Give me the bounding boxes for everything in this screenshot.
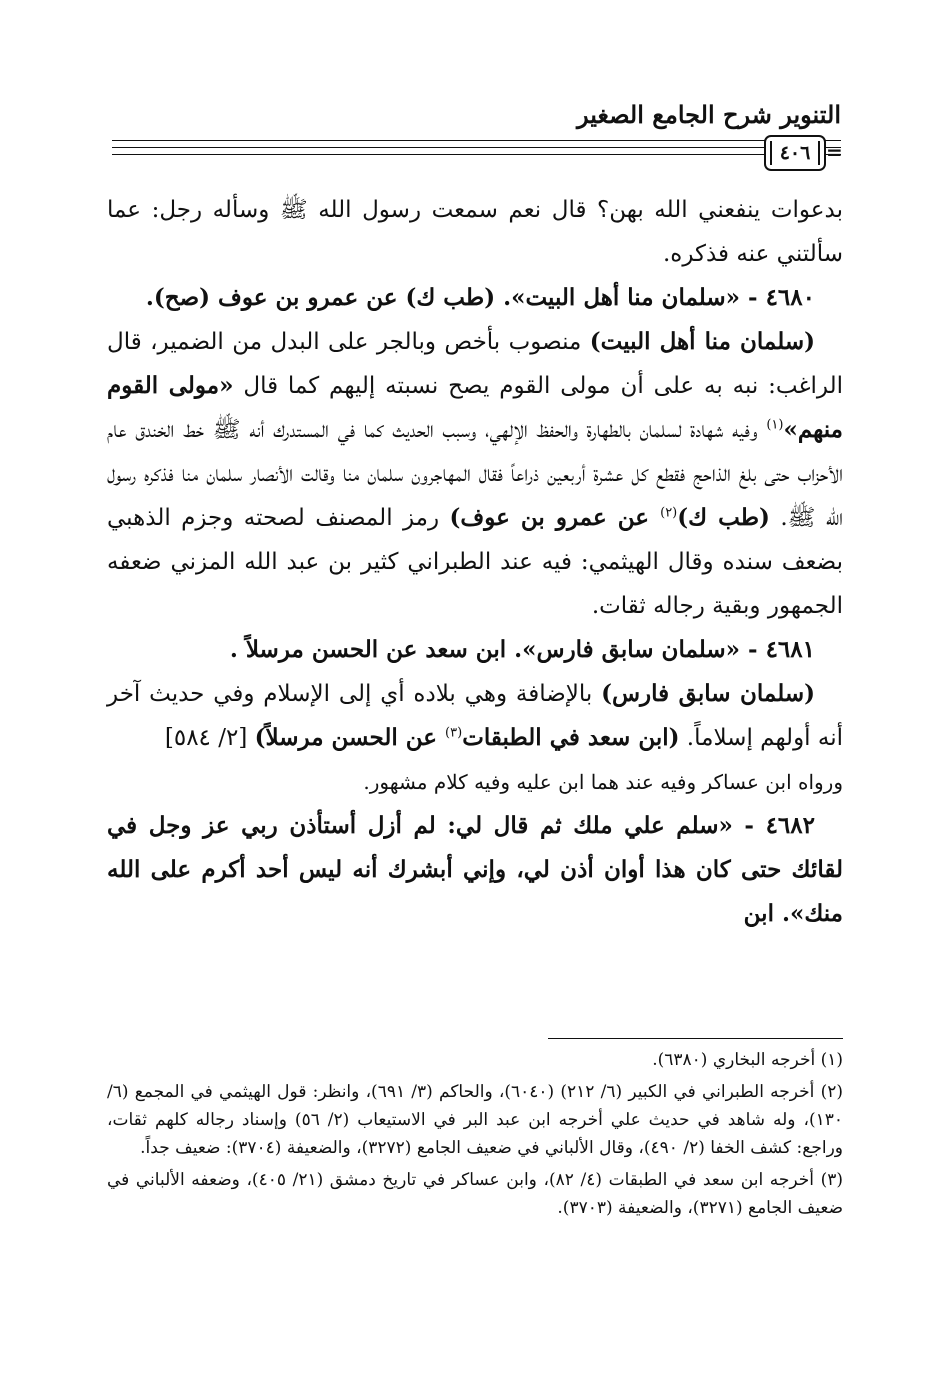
footnote-ref[interactable]: (١) — [766, 417, 784, 433]
running-header-title: التنوير شرح الجامع الصغير — [577, 100, 841, 129]
quoted-phrase: «مولى القوم منهم» — [107, 372, 843, 443]
footnote-1: (١) أخرجه البخاري (٦٣٨٠). — [652, 1050, 843, 1070]
text-run: منصوب بأخص وبالجر على البدل من الضمير، قال الراغب: نبه به على أن مولى القوم يصح نسبته إليهم كما قال — [107, 329, 844, 399]
quoted-phrase: (سلمان منا أهل البيت) — [589, 328, 816, 355]
commentary-paragraph — [107, 320, 843, 628]
quoted-phrase: (طب ك) — [677, 504, 770, 531]
volume-page-ref: [٢/ ٥٨٤] — [164, 725, 255, 751]
header-rule — [112, 147, 841, 148]
text-run: وفيه شهادة لسلمان بالطهارة والحفظ الإلهي، وسبب الحديث كما في المستدرك أنه ﷺ خط الخندق عام الأحزاب حتى بلغ الذاحج فقطع كل عشرة أربعين ذراعاً فقال المهاجرون سلمان منا وقالت الأنصار سلمان منا فذكره رسول الله ﷺ. — [107, 417, 844, 531]
hadith-number: ٤٦٨١ - — [740, 636, 815, 663]
footnote-2: (٢) أخرجه الطبراني في الكبير (٦/ ٢١٢) (٦٠٤٠)، والحاكم (٣/ ٦٩١)، وانظر: قول الهيثمي في المجمع (٦/ ١٣٠)، وله شاهد في حديث علي أخرجه ابن عبد البر في الاستيعاب (٢/ ٥٦) وإسناد رجاله كلهم ثقات، وراجع: كشف الخفا (٢/ ٤٩٠)، وقال الألباني في ضعيف الجامع (٣٢٧٢)، والضعيفة (٣٧٠٤): ضعيف جداً. — [107, 1082, 843, 1158]
main-text — [107, 188, 843, 936]
hadith-number: ٤٦٨٠ - — [740, 284, 815, 311]
header-rule — [112, 140, 841, 141]
page-number: ٤٠٦ — [764, 135, 826, 171]
text-run: ورواه ابن عساكر وفيه عند هما ابن عليه وفيه كلام مشهور. — [363, 770, 843, 794]
text-run: بدعوات ينفعني الله بهن؟ قال نعم سمعت رسول الله ﷺ وسأله رجل: عما سألتني عنه فذكره. — [107, 197, 843, 267]
hadith-number: ٤٦٨٢ - — [732, 812, 815, 839]
quoted-phrase: (سلمان سابق فارس) — [601, 680, 815, 707]
text-run: رمز المصنف لصحته وجزم الذهبي بضعف سنده وقال الهيثمي: فيه عند الطبراني كثير بن عبد الله المزني ضعفه الجمهور وبقية رجاله ثقات. — [107, 505, 843, 619]
header-marker: = — [826, 140, 843, 164]
hadith-4680 — [107, 276, 843, 320]
header-rule — [112, 154, 841, 155]
hadith-text: «سلمان منا أهل البيت». (طب ك) عن عمرو بن عوف (صح). — [145, 284, 741, 311]
footnote-ref[interactable]: (٢) — [660, 505, 678, 521]
hadith-text: «سلم علي ملك ثم قال لي: لم أزل أستأذن ربي عز وجل في لقائك حتى كان هذا أوان أذن لي، وإني أبشرك أنه ليس أحد أكرم على الله منك». ابن — [107, 812, 843, 927]
quoted-phrase: (ابن سعد في الطبقات — [462, 724, 680, 751]
text-run: بالإضافة وهي بلاده أي إلى الإسلام وفي حديث آخر أنه أولهم إسلاماً. — [107, 681, 843, 751]
quoted-phrase: عن الحسن مرسلاً) — [254, 724, 446, 751]
paragraph — [107, 760, 843, 804]
quoted-phrase: عن عمرو بن عوف) — [449, 504, 661, 531]
commentary-paragraph — [107, 672, 843, 760]
footnotes — [107, 1046, 843, 1226]
hadith-4682 — [107, 804, 843, 936]
footnote-ref[interactable]: (٣) — [445, 725, 463, 741]
footnote-3: (٣) أخرجه ابن سعد في الطبقات (٤/ ٨٢)، وابن عساكر في تاريخ دمشق (٢١/ ٤٠٥)، وضعفه الألباني في ضعيف الجامع (٣٢٧١)، والضعيفة (٣٧٠٣). — [107, 1170, 844, 1218]
hadith-4681 — [107, 628, 843, 672]
paragraph — [107, 188, 843, 276]
footnote-separator — [548, 1038, 843, 1039]
hadith-text: «سلمان سابق فارس». ابن سعد عن الحسن مرسلاً . — [229, 636, 741, 663]
